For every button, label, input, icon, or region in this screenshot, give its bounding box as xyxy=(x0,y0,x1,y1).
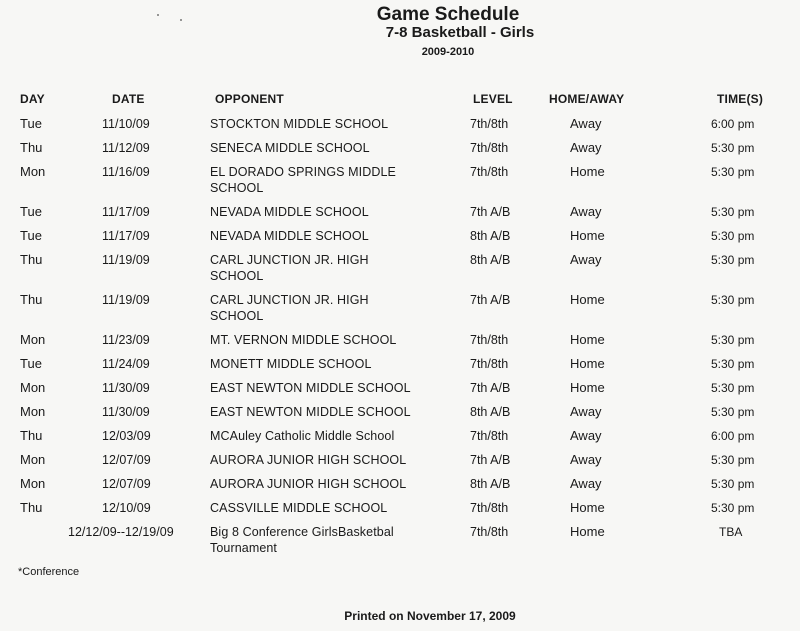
cell-time: TBA xyxy=(719,525,743,539)
cell-date: 12/10/09 xyxy=(102,501,151,515)
cell-time: 5:30 pm xyxy=(711,229,755,243)
cell-home-away: Home xyxy=(570,164,605,179)
page-subtitle: 7-8 Basketball - Girls xyxy=(385,24,535,41)
cell-level: 8th A/B xyxy=(470,253,511,267)
opponent-line: MONETT MIDDLE SCHOOL xyxy=(210,357,372,371)
cell-day: Mon xyxy=(20,452,46,467)
cell-level: 7th/8th xyxy=(470,525,509,539)
cell-time: 5:30 pm xyxy=(711,453,755,467)
cell-date: 11/17/09 xyxy=(102,205,150,219)
opponent-line: MCAuley Catholic Middle School xyxy=(210,429,395,443)
cell-level: 7th/8th xyxy=(470,333,509,347)
cell-date: 11/12/09 xyxy=(102,141,150,155)
opponent-line: EL DORADO SPRINGS MIDDLE xyxy=(210,165,396,179)
cell-day: Thu xyxy=(20,252,43,267)
opponent-line: CARL JUNCTION JR. HIGH xyxy=(210,293,369,307)
cell-day: Tue xyxy=(20,204,42,219)
cell-day: Tue xyxy=(20,356,42,371)
opponent-line: NEVADA MIDDLE SCHOOL xyxy=(210,205,369,219)
page-title: Game Schedule xyxy=(376,4,520,25)
cell-time: 5:30 pm xyxy=(711,333,755,347)
cell-date: 11/19/09 xyxy=(102,253,150,267)
cell-opponent xyxy=(210,428,394,444)
cell-date: 11/10/09 xyxy=(102,117,150,131)
cell-opponent xyxy=(210,356,372,372)
cell-time: 5:30 pm xyxy=(711,253,755,267)
cell-level: 7th/8th xyxy=(470,429,509,443)
cell-home-away: Away xyxy=(570,404,602,419)
cell-time: 5:30 pm xyxy=(711,357,755,371)
cell-level: 8th A/B xyxy=(470,405,511,419)
cell-level: 7th/8th xyxy=(470,141,509,155)
cell-opponent xyxy=(210,292,369,324)
printed-date: Printed on November 17, 2009 xyxy=(344,609,516,623)
cell-date: 11/19/09 xyxy=(102,293,150,307)
cell-home-away: Away xyxy=(570,140,602,155)
cell-opponent xyxy=(210,228,369,244)
cell-home-away: Away xyxy=(570,476,602,491)
cell-opponent xyxy=(210,204,369,220)
cell-day: Thu xyxy=(20,428,43,443)
opponent-line: SENECA MIDDLE SCHOOL xyxy=(210,141,370,155)
cell-date: 11/30/09 xyxy=(102,405,150,419)
opponent-line: CARL JUNCTION JR. HIGH xyxy=(210,253,369,267)
cell-time: 5:30 pm xyxy=(711,477,755,491)
cell-time: 5:30 pm xyxy=(711,293,755,307)
cell-day: Mon xyxy=(20,476,46,491)
cell-time: 5:30 pm xyxy=(711,141,755,155)
cell-opponent xyxy=(210,500,387,516)
cell-home-away: Home xyxy=(570,524,605,539)
cell-day: Mon xyxy=(20,164,46,179)
cell-date: 12/07/09 xyxy=(102,453,151,467)
cell-home-away: Away xyxy=(570,252,602,267)
cell-level: 7th A/B xyxy=(470,205,511,219)
opponent-line: SCHOOL xyxy=(210,309,264,323)
scan-speck xyxy=(157,14,159,16)
header-home-away: HOME/AWAY xyxy=(549,92,625,106)
cell-level: 7th A/B xyxy=(470,381,511,395)
cell-home-away: Away xyxy=(570,452,602,467)
cell-level: 7th/8th xyxy=(470,117,509,131)
cell-level: 8th A/B xyxy=(470,229,511,243)
cell-time: 6:00 pm xyxy=(711,429,755,443)
cell-home-away: Home xyxy=(570,380,605,395)
cell-home-away: Home xyxy=(570,356,605,371)
cell-opponent xyxy=(210,252,369,284)
header-level: LEVEL xyxy=(473,92,513,106)
cell-date: 12/07/09 xyxy=(102,477,151,491)
cell-opponent xyxy=(210,404,411,420)
opponent-line: SCHOOL xyxy=(210,181,264,195)
cell-opponent xyxy=(210,140,370,156)
cell-opponent xyxy=(210,332,396,348)
opponent-line: NEVADA MIDDLE SCHOOL xyxy=(210,229,369,243)
opponent-line: SCHOOL xyxy=(210,269,264,283)
cell-opponent xyxy=(210,380,411,396)
header-time: TIME(S) xyxy=(717,92,764,106)
opponent-line: CASSVILLE MIDDLE SCHOOL xyxy=(210,501,388,515)
cell-level: 8th A/B xyxy=(470,477,511,491)
cell-date: 11/24/09 xyxy=(102,357,150,371)
cell-level: 7th A/B xyxy=(470,453,511,467)
opponent-line: EAST NEWTON MIDDLE SCHOOL xyxy=(210,405,411,419)
cell-day: Thu xyxy=(20,500,43,515)
header-date: DATE xyxy=(112,92,145,106)
cell-level: 7th/8th xyxy=(470,501,509,515)
cell-level: 7th/8th xyxy=(470,165,509,179)
cell-opponent xyxy=(210,524,394,556)
cell-home-away: Home xyxy=(570,292,605,307)
cell-home-away: Home xyxy=(570,332,605,347)
header-opponent: OPPONENT xyxy=(215,92,284,106)
header-day: DAY xyxy=(20,92,45,106)
cell-level: 7th A/B xyxy=(470,293,511,307)
cell-time: 6:00 pm xyxy=(711,117,755,131)
cell-opponent xyxy=(210,164,396,196)
cell-date: 11/17/09 xyxy=(102,229,150,243)
opponent-line: Tournament xyxy=(210,541,278,555)
cell-time: 5:30 pm xyxy=(711,381,755,395)
cell-time: 5:30 pm xyxy=(711,165,755,179)
cell-home-away: Away xyxy=(570,116,602,131)
opponent-line: STOCKTON MIDDLE SCHOOL xyxy=(210,117,389,131)
cell-home-away: Away xyxy=(570,428,602,443)
cell-date: 12/03/09 xyxy=(102,429,151,443)
cell-day: Thu xyxy=(20,292,43,307)
cell-day: Tue xyxy=(20,228,42,243)
cell-home-away: Away xyxy=(570,204,602,219)
opponent-line: AURORA JUNIOR HIGH SCHOOL xyxy=(210,477,407,491)
cell-day: Mon xyxy=(20,380,46,395)
cell-opponent xyxy=(210,476,406,492)
cell-day: Mon xyxy=(20,332,46,347)
cell-day: Thu xyxy=(20,140,43,155)
cell-day: Tue xyxy=(20,116,42,131)
cell-date: 11/16/09 xyxy=(102,165,150,179)
cell-date: 11/23/09 xyxy=(102,333,150,347)
opponent-line: Big 8 Conference GirlsBasketbal xyxy=(210,525,394,539)
cell-level: 7th/8th xyxy=(470,357,509,371)
cell-home-away: Home xyxy=(570,228,605,243)
cell-time: 5:30 pm xyxy=(711,205,755,219)
opponent-line: EAST NEWTON MIDDLE SCHOOL xyxy=(210,381,411,395)
cell-time: 5:30 pm xyxy=(711,405,755,419)
cell-opponent xyxy=(210,116,388,132)
cell-time: 5:30 pm xyxy=(711,501,755,515)
opponent-line: MT. VERNON MIDDLE SCHOOL xyxy=(210,333,397,347)
cell-home-away: Home xyxy=(570,500,605,515)
season-label: 2009-2010 xyxy=(421,46,475,58)
cell-day: Mon xyxy=(20,404,46,419)
cell-date: 11/30/09 xyxy=(102,381,150,395)
scan-speck xyxy=(180,19,182,21)
cell-date: 12/12/09--12/19/09 xyxy=(68,525,174,539)
footnote: *Conference xyxy=(18,566,80,578)
cell-opponent xyxy=(210,452,406,468)
opponent-line: AURORA JUNIOR HIGH SCHOOL xyxy=(210,453,407,467)
